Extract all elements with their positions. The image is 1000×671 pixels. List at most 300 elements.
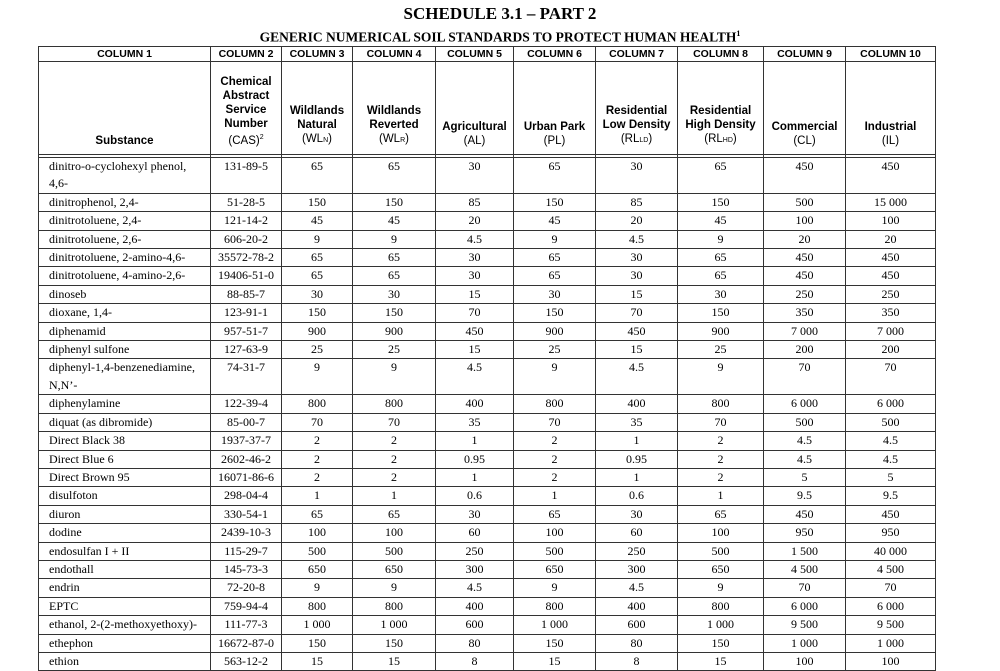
standard-value-cell: 1 (282, 487, 353, 505)
standard-value-cell: 950 (764, 524, 846, 542)
standard-value-cell: 45 (282, 212, 353, 230)
standard-value-cell: 1 (678, 487, 764, 505)
standard-value-cell: 4.5 (436, 359, 514, 395)
standard-value-cell: 65 (353, 267, 436, 285)
column-header-abbreviation (439, 134, 510, 148)
standard-value-cell: 30 (436, 505, 514, 523)
standard-value-cell: 15 (353, 652, 436, 670)
abbr-text: (AL) (463, 135, 486, 147)
standard-value-cell: 70 (846, 579, 936, 597)
table-row (39, 652, 936, 670)
substance-cell: dinitrophenol, 2,4- (39, 193, 211, 211)
column-header-4 (353, 62, 436, 155)
column-header-7 (596, 62, 678, 155)
cas-number-cell: 145-73-3 (211, 560, 282, 578)
abbr-text: (RL (620, 133, 640, 145)
standard-value-cell: 65 (353, 158, 436, 194)
cas-number-cell: 72-20-8 (211, 579, 282, 597)
standard-value-cell: 9 (678, 230, 764, 248)
standard-value-cell: 600 (436, 616, 514, 634)
standard-value-cell: 60 (436, 524, 514, 542)
standard-value-cell: 80 (596, 634, 678, 652)
standard-value-cell: 6 000 (764, 597, 846, 615)
table-row (39, 395, 936, 413)
standard-value-cell: 2 (282, 450, 353, 468)
standard-value-cell: 2 (282, 432, 353, 450)
cas-number-cell: 16071-86-6 (211, 468, 282, 486)
cas-number-cell: 2602-46-2 (211, 450, 282, 468)
table-row (39, 249, 936, 267)
cas-number-cell: 1937-37-7 (211, 432, 282, 450)
standard-value-cell: 9 (282, 579, 353, 597)
standard-value-cell: 4 500 (764, 560, 846, 578)
table-row (39, 341, 936, 359)
standard-value-cell: 0.6 (596, 487, 678, 505)
column-header-abbreviation (214, 131, 278, 148)
column-number-6: COLUMN 6 (514, 47, 596, 62)
standard-value-cell: 1 (596, 468, 678, 486)
column-number-3: COLUMN 3 (282, 47, 353, 62)
standard-value-cell: 45 (678, 212, 764, 230)
standard-value-cell: 25 (353, 341, 436, 359)
table-row (39, 487, 936, 505)
cas-number-cell: 131-89-5 (211, 158, 282, 194)
standard-value-cell: 500 (678, 542, 764, 560)
standard-value-cell: 450 (764, 249, 846, 267)
subtitle-footnote-marker: 1 (736, 29, 741, 38)
standard-value-cell: 65 (514, 505, 596, 523)
standard-value-cell: 250 (596, 542, 678, 560)
standard-value-cell: 6 000 (846, 395, 936, 413)
standard-value-cell: 70 (846, 359, 936, 395)
standard-value-cell: 15 (436, 285, 514, 303)
substance-cell: diphenylamine (39, 395, 211, 413)
standard-value-cell: 150 (353, 193, 436, 211)
subtitle-text: GENERIC NUMERICAL SOIL STANDARDS TO PROTECT HUMAN HEALTH (259, 29, 737, 45)
standard-value-cell: 450 (846, 267, 936, 285)
cas-number-cell: 35572-78-2 (211, 249, 282, 267)
standard-value-cell: 900 (353, 322, 436, 340)
standard-value-cell: 6 000 (846, 597, 936, 615)
standard-value-cell: 4.5 (846, 432, 936, 450)
standard-value-cell: 15 (596, 341, 678, 359)
column-header-8 (678, 62, 764, 155)
table-row (39, 634, 936, 652)
cas-number-cell: 74-31-7 (211, 359, 282, 395)
standard-value-cell: 300 (596, 560, 678, 578)
table-row (39, 158, 936, 194)
standard-value-cell: 100 (764, 212, 846, 230)
standard-value-cell: 30 (678, 285, 764, 303)
standard-value-cell: 65 (514, 249, 596, 267)
table-row (39, 560, 936, 578)
standard-value-cell: 9 (678, 359, 764, 395)
standard-value-cell: 1 000 (678, 616, 764, 634)
cas-number-cell: 111-77-3 (211, 616, 282, 634)
standard-value-cell: 45 (514, 212, 596, 230)
standard-value-cell: 9 (353, 579, 436, 597)
standard-value-cell: 60 (596, 524, 678, 542)
column-header-6 (514, 62, 596, 155)
standard-value-cell: 65 (282, 158, 353, 194)
column-number-5: COLUMN 5 (436, 47, 514, 62)
column-header-5 (436, 62, 514, 155)
standard-value-cell: 30 (282, 285, 353, 303)
standard-value-cell: 1 (514, 487, 596, 505)
standard-value-cell: 650 (282, 560, 353, 578)
standard-value-cell: 650 (353, 560, 436, 578)
standard-value-cell: 65 (514, 267, 596, 285)
standard-value-cell: 900 (678, 322, 764, 340)
standard-value-cell: 9 (514, 359, 596, 395)
substance-cell: Direct Black 38 (39, 432, 211, 450)
schedule-title: SCHEDULE 3.1 – PART 2 (403, 4, 597, 23)
standard-value-cell: 1 000 (514, 616, 596, 634)
table-row (39, 468, 936, 486)
standard-value-cell: 7 000 (846, 322, 936, 340)
cas-number-cell: 16672-87-0 (211, 634, 282, 652)
table-row (39, 304, 936, 322)
standard-value-cell: 150 (514, 193, 596, 211)
standard-value-cell: 800 (514, 597, 596, 615)
cas-number-cell: 51-28-5 (211, 193, 282, 211)
abbr-subscript: R (400, 137, 406, 144)
column-header-abbreviation (517, 134, 592, 148)
standard-value-cell: 65 (282, 249, 353, 267)
column-number-row (39, 47, 936, 62)
standard-value-cell: 9 500 (846, 616, 936, 634)
cas-number-cell: 298-04-4 (211, 487, 282, 505)
table-row (39, 359, 936, 395)
table-row (39, 212, 936, 230)
cas-number-cell: 123-91-1 (211, 304, 282, 322)
standard-value-cell: 2 (353, 432, 436, 450)
standard-value-cell: 150 (514, 634, 596, 652)
abbr-text: (PL) (543, 135, 566, 147)
column-header-label: Industrial (864, 121, 917, 133)
column-header-1 (39, 62, 211, 155)
standard-value-cell: 70 (514, 413, 596, 431)
standard-value-cell: 35 (596, 413, 678, 431)
standard-value-cell: 450 (764, 505, 846, 523)
substance-cell: dinitrotoluene, 4-amino-2,6- (39, 267, 211, 285)
standard-value-cell: 20 (436, 212, 514, 230)
column-header-3 (282, 62, 353, 155)
standard-value-cell: 30 (436, 249, 514, 267)
schedule-subtitle (0, 29, 1000, 46)
standard-value-cell: 250 (436, 542, 514, 560)
standard-value-cell: 7 000 (764, 322, 846, 340)
substance-cell: diquat (as dibromide) (39, 413, 211, 431)
cas-number-cell: 88-85-7 (211, 285, 282, 303)
standard-value-cell: 30 (514, 285, 596, 303)
standard-value-cell: 15 000 (846, 193, 936, 211)
standard-value-cell: 35 (436, 413, 514, 431)
standard-value-cell: 350 (846, 304, 936, 322)
standard-value-cell: 800 (678, 597, 764, 615)
standard-value-cell: 100 (353, 524, 436, 542)
standard-value-cell: 5 (846, 468, 936, 486)
standard-value-cell: 100 (846, 652, 936, 670)
column-number-2: COLUMN 2 (211, 47, 282, 62)
column-header-row (39, 62, 936, 155)
standard-value-cell: 250 (764, 285, 846, 303)
standard-value-cell: 2 (678, 432, 764, 450)
substance-cell: diphenamid (39, 322, 211, 340)
table-row (39, 432, 936, 450)
standard-value-cell: 500 (764, 193, 846, 211)
table-row (39, 450, 936, 468)
standard-value-cell: 70 (436, 304, 514, 322)
standard-value-cell: 1 000 (282, 616, 353, 634)
standard-value-cell: 100 (282, 524, 353, 542)
standard-value-cell: 9.5 (846, 487, 936, 505)
table-row (39, 413, 936, 431)
column-header-label: Residential Low Density (602, 105, 671, 131)
standard-value-cell: 9 (282, 230, 353, 248)
standard-value-cell: 2 (514, 450, 596, 468)
standard-value-cell: 9 (514, 579, 596, 597)
cas-number-cell: 19406-51-0 (211, 267, 282, 285)
abbr-subscript: HD (722, 137, 733, 144)
standard-value-cell: 15 (678, 652, 764, 670)
standard-value-cell: 9 (282, 359, 353, 395)
standard-value-cell: 1 (596, 432, 678, 450)
standard-value-cell: 20 (846, 230, 936, 248)
standard-value-cell: 65 (282, 267, 353, 285)
substance-cell: EPTC (39, 597, 211, 615)
table-row (39, 322, 936, 340)
standard-value-cell: 100 (678, 524, 764, 542)
substance-cell: endothall (39, 560, 211, 578)
column-header-9 (764, 62, 846, 155)
standard-value-cell: 800 (353, 395, 436, 413)
standard-value-cell: 500 (846, 413, 936, 431)
standard-value-cell: 65 (282, 505, 353, 523)
standard-value-cell: 9 (514, 230, 596, 248)
standard-value-cell: 500 (282, 542, 353, 560)
standard-value-cell: 30 (596, 158, 678, 194)
abbr-close: ) (732, 133, 737, 145)
standard-value-cell: 30 (596, 267, 678, 285)
column-header-abbreviation (285, 132, 349, 148)
standard-value-cell: 25 (514, 341, 596, 359)
table-row (39, 616, 936, 634)
substance-cell: dinitrotoluene, 2,6- (39, 230, 211, 248)
cas-number-cell: 127-63-9 (211, 341, 282, 359)
table-row (39, 597, 936, 615)
standard-value-cell: 1 (436, 432, 514, 450)
column-header-label: Commercial (771, 121, 838, 133)
table-row (39, 542, 936, 560)
standard-value-cell: 500 (353, 542, 436, 560)
substance-cell: dodine (39, 524, 211, 542)
column-header-10 (846, 62, 936, 155)
column-header-label: Residential High Density (685, 105, 756, 131)
standard-value-cell: 4.5 (596, 230, 678, 248)
standard-value-cell: 65 (678, 158, 764, 194)
standard-value-cell: 15 (596, 285, 678, 303)
standard-value-cell: 100 (764, 652, 846, 670)
standard-value-cell: 900 (514, 322, 596, 340)
standard-value-cell: 500 (514, 542, 596, 560)
standard-value-cell: 150 (514, 304, 596, 322)
standard-value-cell: 150 (282, 193, 353, 211)
standard-value-cell: 4.5 (764, 432, 846, 450)
standard-value-cell: 2 (514, 468, 596, 486)
column-header-label: Wildlands Natural (289, 105, 345, 131)
column-header-abbreviation (767, 134, 842, 148)
standard-value-cell: 4 500 (846, 560, 936, 578)
footnote-marker: 2 (259, 134, 264, 142)
column-number-9: COLUMN 9 (764, 47, 846, 62)
abbr-text: (IL) (881, 135, 900, 147)
standard-value-cell: 400 (436, 395, 514, 413)
standard-value-cell: 85 (596, 193, 678, 211)
standard-value-cell: 40 000 (846, 542, 936, 560)
standard-value-cell: 2 (282, 468, 353, 486)
column-header-abbreviation (681, 132, 760, 148)
standard-value-cell: 150 (353, 634, 436, 652)
standard-value-cell: 150 (282, 634, 353, 652)
standard-value-cell: 8 (596, 652, 678, 670)
standard-value-cell: 200 (764, 341, 846, 359)
standard-value-cell: 900 (282, 322, 353, 340)
table-row (39, 267, 936, 285)
cas-number-cell: 85-00-7 (211, 413, 282, 431)
standard-value-cell: 450 (846, 249, 936, 267)
column-header-label: Agricultural (442, 121, 507, 133)
standard-value-cell: 9 (678, 579, 764, 597)
standard-value-cell: 30 (596, 249, 678, 267)
standard-value-cell: 70 (764, 579, 846, 597)
standard-value-cell: 4.5 (596, 579, 678, 597)
standard-value-cell: 20 (596, 212, 678, 230)
standard-value-cell: 400 (596, 597, 678, 615)
cas-number-cell: 115-29-7 (211, 542, 282, 560)
standard-value-cell: 150 (353, 304, 436, 322)
standard-value-cell: 0.95 (596, 450, 678, 468)
standard-value-cell: 70 (678, 413, 764, 431)
substance-cell: dinitrotoluene, 2,4- (39, 212, 211, 230)
standard-value-cell: 15 (282, 652, 353, 670)
standard-value-cell: 2 (514, 432, 596, 450)
column-number-1: COLUMN 1 (39, 47, 211, 62)
standard-value-cell: 15 (436, 341, 514, 359)
standard-value-cell: 800 (282, 395, 353, 413)
cas-number-cell: 606-20-2 (211, 230, 282, 248)
cas-number-cell: 957-51-7 (211, 322, 282, 340)
standard-value-cell: 400 (596, 395, 678, 413)
standard-value-cell: 350 (764, 304, 846, 322)
standard-value-cell: 1 500 (764, 542, 846, 560)
substance-cell: ethion (39, 652, 211, 670)
standard-value-cell: 1 (436, 468, 514, 486)
standard-value-cell: 600 (596, 616, 678, 634)
standard-value-cell: 0.95 (436, 450, 514, 468)
standard-value-cell: 450 (764, 158, 846, 194)
standard-value-cell: 650 (514, 560, 596, 578)
cas-number-cell: 759-94-4 (211, 597, 282, 615)
standard-value-cell: 65 (678, 505, 764, 523)
standard-value-cell: 2 (353, 468, 436, 486)
standard-value-cell: 70 (764, 359, 846, 395)
standard-value-cell: 15 (514, 652, 596, 670)
standard-value-cell: 450 (846, 158, 936, 194)
table-row (39, 524, 936, 542)
standard-value-cell: 8 (436, 652, 514, 670)
standard-value-cell: 65 (514, 158, 596, 194)
standard-value-cell: 4.5 (764, 450, 846, 468)
standard-value-cell: 9 (353, 359, 436, 395)
column-number-4: COLUMN 4 (353, 47, 436, 62)
standard-value-cell: 150 (282, 304, 353, 322)
abbr-close: ) (405, 133, 409, 145)
abbr-text: (WL (379, 133, 401, 145)
cas-number-cell: 121-14-2 (211, 212, 282, 230)
standard-value-cell: 80 (436, 634, 514, 652)
standard-value-cell: 1 000 (846, 634, 936, 652)
table-row (39, 193, 936, 211)
substance-cell: endrin (39, 579, 211, 597)
table-row (39, 285, 936, 303)
standard-value-cell: 4.5 (436, 230, 514, 248)
substance-cell: diuron (39, 505, 211, 523)
column-header-abbreviation (599, 132, 674, 148)
substance-cell: ethephon (39, 634, 211, 652)
abbr-text: (WL (302, 133, 324, 145)
substance-cell: Direct Blue 6 (39, 450, 211, 468)
column-header-abbreviation (849, 134, 932, 148)
table-row (39, 579, 936, 597)
standard-value-cell: 500 (764, 413, 846, 431)
standard-value-cell: 300 (436, 560, 514, 578)
substance-cell: ethanol, 2-(2-methoxyethoxy)- (39, 616, 211, 634)
standard-value-cell: 45 (353, 212, 436, 230)
standard-value-cell: 450 (596, 322, 678, 340)
abbr-text: (CAS) (228, 135, 260, 147)
standard-value-cell: 30 (596, 505, 678, 523)
standard-value-cell: 400 (436, 597, 514, 615)
substance-cell: dinitro-o-cyclohexyl phenol, 4,6- (39, 158, 211, 194)
cas-number-cell: 2439-10-3 (211, 524, 282, 542)
table-body (39, 155, 936, 671)
cas-number-cell: 122-39-4 (211, 395, 282, 413)
column-header-label: Substance (95, 135, 154, 147)
cas-number-cell: 330-54-1 (211, 505, 282, 523)
standard-value-cell: 450 (764, 267, 846, 285)
standard-value-cell: 2 (353, 450, 436, 468)
substance-cell: dinoseb (39, 285, 211, 303)
column-number-8: COLUMN 8 (678, 47, 764, 62)
standard-value-cell: 9.5 (764, 487, 846, 505)
standard-value-cell: 70 (596, 304, 678, 322)
standard-value-cell: 1 000 (764, 634, 846, 652)
standard-value-cell: 20 (764, 230, 846, 248)
standard-value-cell: 950 (846, 524, 936, 542)
standard-value-cell: 800 (514, 395, 596, 413)
standard-value-cell: 100 (846, 212, 936, 230)
column-header-label: Urban Park (523, 121, 586, 133)
standard-value-cell: 100 (514, 524, 596, 542)
table-row (39, 230, 936, 248)
column-number-10: COLUMN 10 (846, 47, 936, 62)
column-header-label: Wildlands Reverted (366, 105, 422, 131)
substance-cell: disulfoton (39, 487, 211, 505)
abbr-text: (CL) (793, 135, 816, 147)
standard-value-cell: 5 (764, 468, 846, 486)
substance-cell: dioxane, 1,4- (39, 304, 211, 322)
